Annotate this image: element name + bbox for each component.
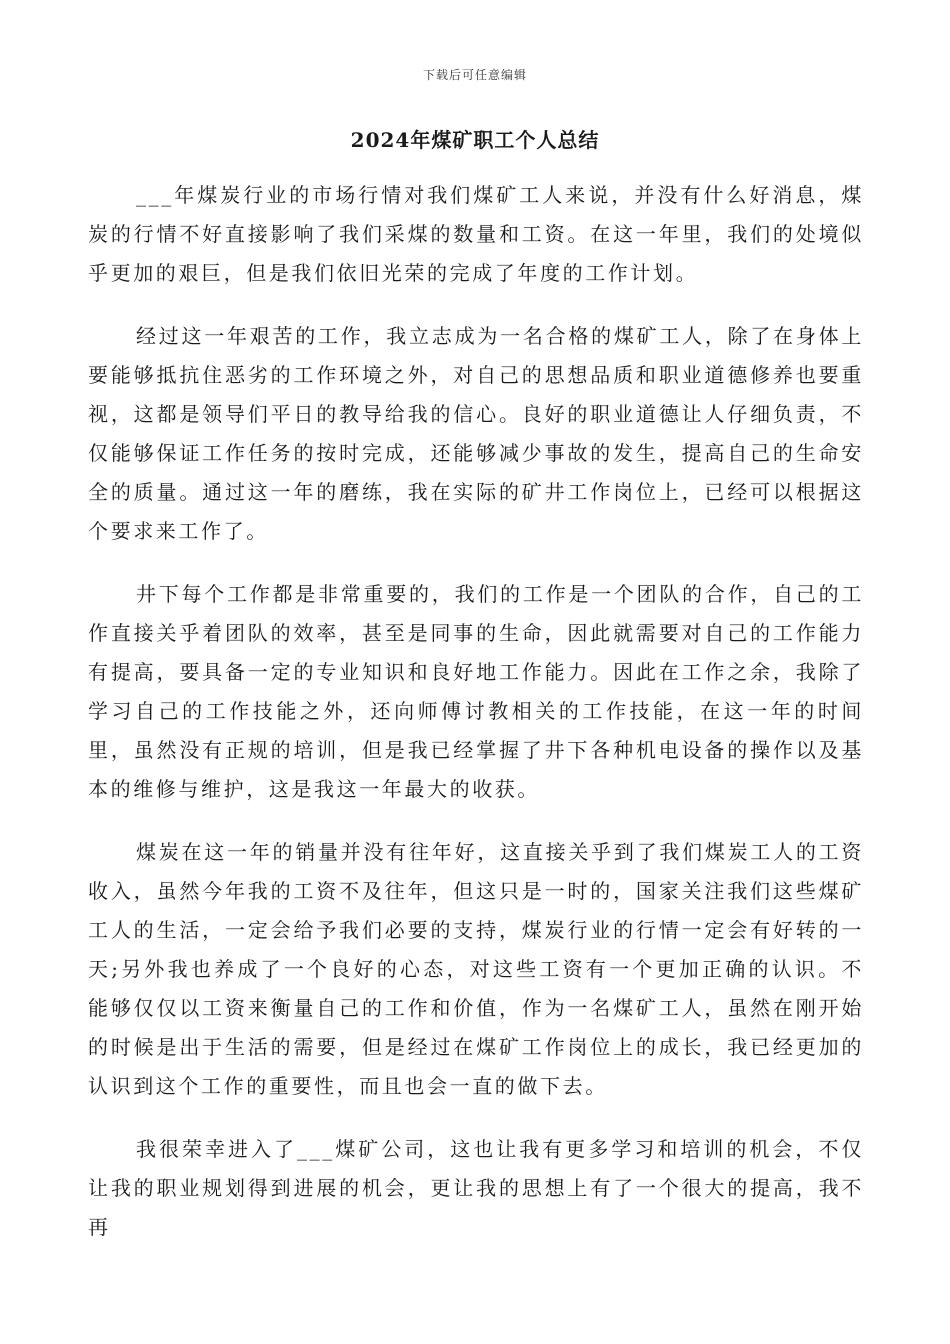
- header-note: 下载后可任意编辑: [422, 68, 527, 82]
- document-title: 2024年煤矿职工个人总结: [350, 128, 600, 152]
- paragraph-2: 经过这一年艰苦的工作，我立志成为一名合格的煤矿工人，除了在身体上要能够抵抗住恶劣的工作环境之外，对自己的思想品质和职业道德修养也要重视，这都是领导们平日的教导给我的信心。良好的职业道德让人仔细负责，不仅能够保证工作任务的按时完成，还能够减少事故的发生，提高自己的生命安全的质量。通过这一年的磨练，我在实际的矿井工作岗位上，已经可以根据这个要求来工作了。: [88, 324, 864, 543]
- paragraph-4: 煤炭在这一年的销量并没有往年好，这直接关乎到了我们煤炭工人的工资收入，虽然今年我的工资不及往年，但这只是一时的，国家关注我们这些煤矿工人的生活，一定会给予我们必要的支持，煤炭行业的行情一定会有好转的一天;另外我也养成了一个良好的心态，对这些工资有一个更加正确的认识。不能够仅仅以工资来衡量自己的工作和价值，作为一名煤矿工人，虽然在刚开始的时候是出于生活的需要，但是经过在煤矿工作岗位上的成长，我已经更加的认识到这个工作的重要性，而且也会一直的做下去。: [88, 840, 864, 1098]
- paragraph-1: ___年煤炭行业的市场行情对我们煤矿工人来说，并没有什么好消息，煤炭的行情不好直接影响了我们采煤的数量和工资。在这一年里，我们的处境似乎更加的艰巨，但是我们依旧光荣的完成了年度的工作计划。: [88, 183, 864, 285]
- document-body: [88, 176, 864, 1271]
- paragraph-3: 井下每个工作都是非常重要的，我们的工作是一个团队的合作，自己的工作直接关乎着团队的效率，甚至是同事的生命，因此就需要对自己的工作能力有提高，要具备一定的专业知识和良好地工作能力。因此在工作之余，我除了学习自己的工作技能之外，还向师傅讨教相关的工作技能，在这一年的时间里，虽然没有正规的培训，但是我已经掌握了井下各种机电设备的操作以及基本的维修与维护，这是我这一年最大的收获。: [88, 582, 864, 801]
- paragraph-5: 我很荣幸进入了___煤矿公司，这也让我有更多学习和培训的机会，不仅让我的职业规划得到进展的机会，更让我的思想上有了一个很大的提高，我不再: [88, 1137, 864, 1239]
